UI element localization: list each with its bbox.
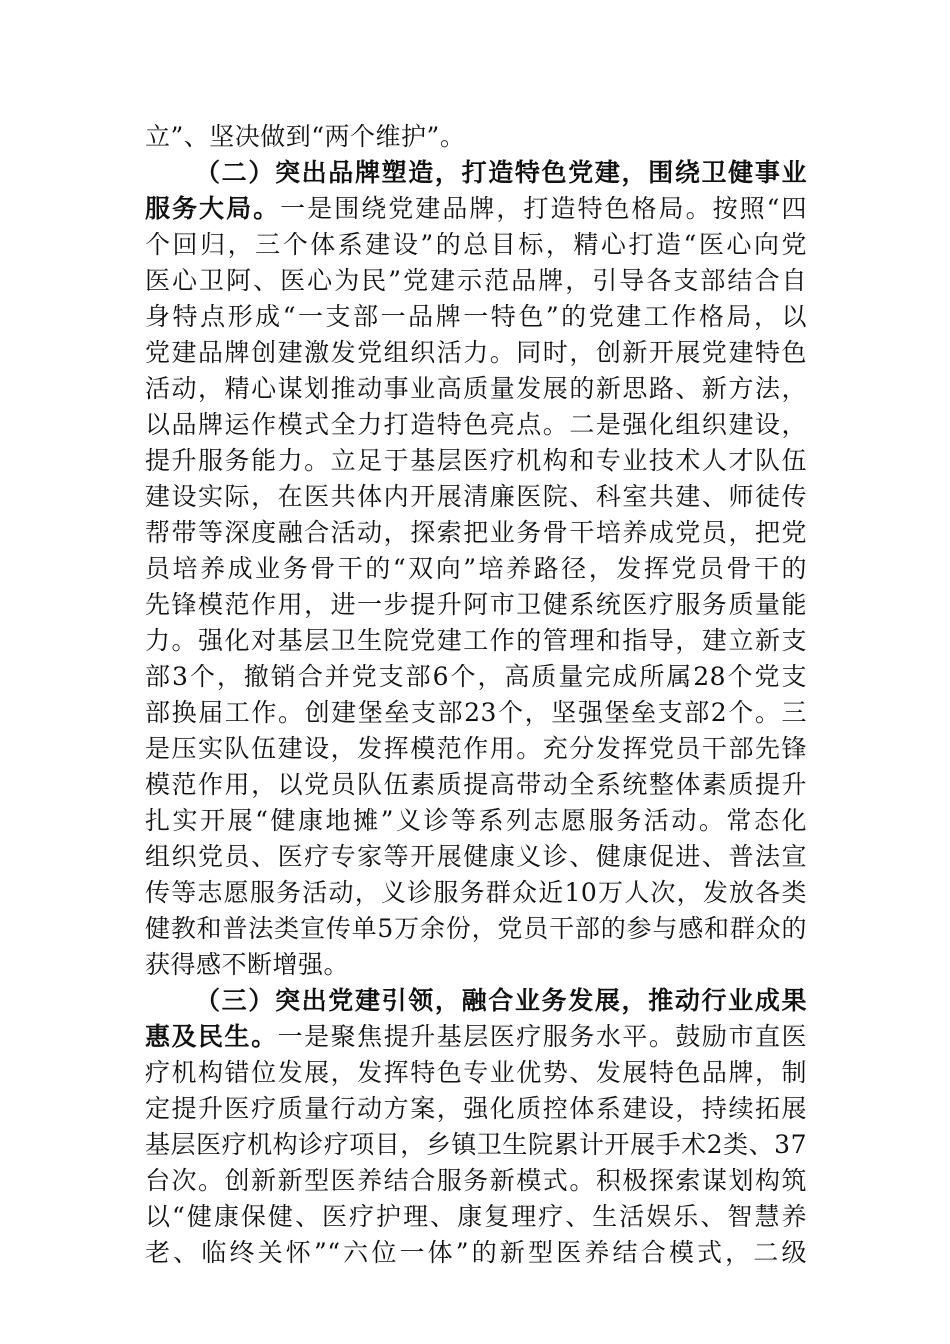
text-line-5: 医心卫阿、医心为民”党建示范品牌，引导各支部结合自 bbox=[145, 266, 807, 295]
text-line-28: 定提升医疗质量行动方案，强化质控体系建设，持续拓展 bbox=[145, 1094, 807, 1123]
text-line-32: 老、临终关怀”“六位一体”的新型医养结合模式，二级 bbox=[145, 1238, 807, 1267]
text-line-3 bbox=[145, 189, 807, 229]
text-line-11: 建设实际，在医共体内开展清廉医院、科室共建、师徒传 bbox=[145, 482, 807, 511]
section-heading-3: （三）突出党建引领，融合业务发展，推动行业成果 bbox=[195, 986, 807, 1015]
text-line-1: 立”、坚决做到“两个维护”。 bbox=[145, 122, 466, 151]
text-line-3-body: 一是围绕党建品牌，打造特色格局。按照“四 bbox=[280, 194, 807, 223]
text-line-12: 帮带等深度融合活动，探索把业务骨干培养成党员，把党 bbox=[145, 518, 807, 547]
text-line-18: 是压实队伍建设，发挥模范作用。充分发挥党员干部先锋 bbox=[145, 734, 807, 763]
text-line-23: 健教和普法类宣传单5万余份，党员干部的参与感和群众的 bbox=[145, 914, 807, 943]
text-line-20: 扎实开展“健康地摊”义诊等系列志愿服务活动。常态化 bbox=[145, 806, 807, 835]
text-line-8: 活动，精心谋划推动事业高质量发展的新思路、新方法， bbox=[145, 374, 807, 403]
text-line-4: 个回归，三个体系建设”的总目标，精心打造“医心向党 bbox=[145, 230, 807, 259]
text-line-6: 身特点形成“一支部一品牌一特色”的党建工作格局，以 bbox=[145, 302, 807, 331]
text-line-29: 基层医疗机构诊疗项目，乡镇卫生院累计开展手术2类、37 bbox=[145, 1130, 807, 1159]
section-heading-2-end: 服务大局。 bbox=[145, 194, 281, 223]
text-line-27: 疗机构错位发展，发挥特色专业优势、发展特色品牌，制 bbox=[145, 1058, 807, 1087]
text-line-15: 力。强化对基层卫生院党建工作的管理和指导，建立新支 bbox=[145, 626, 807, 655]
text-line-16: 部3个，撤销合并党支部6个，高质量完成所属28个党支 bbox=[145, 662, 807, 691]
text-line-19: 模范作用，以党员队伍素质提高带动全系统整体素质提升 bbox=[145, 770, 807, 799]
text-line-14: 先锋模范作用，进一步提升阿市卫健系统医疗服务质量能 bbox=[145, 590, 807, 619]
text-line-22: 传等志愿服务活动，义诊服务群众近10万人次，发放各类 bbox=[145, 878, 807, 907]
section-heading-3-end: 惠及民生。 bbox=[145, 1022, 278, 1051]
text-line-13: 员培养成业务骨干的“双向”培养路径，发挥党员骨干的 bbox=[145, 554, 807, 583]
text-line-24: 获得感不断增强。 bbox=[145, 950, 350, 979]
text-line-26 bbox=[145, 1017, 807, 1057]
text-line-30: 台次。创新新型医养结合服务新模式。积极探索谋划构筑 bbox=[145, 1166, 807, 1195]
text-line-21: 组织党员、医疗专家等开展健康义诊、健康促进、普法宣 bbox=[145, 842, 807, 871]
text-line-10: 提升服务能力。立足于基层医疗机构和专业技术人才队伍 bbox=[145, 446, 807, 475]
text-line-9: 以品牌运作模式全力打造特色亮点。二是强化组织建设， bbox=[145, 410, 807, 439]
text-line-17: 部换届工作。创建堡垒支部23个，坚强堡垒支部2个。三 bbox=[145, 698, 807, 727]
text-line-7: 党建品牌创建激发党组织活力。同时，创新开展党建特色 bbox=[145, 338, 807, 367]
text-line-26-body: 一是聚焦提升基层医疗服务水平。鼓励市直医 bbox=[277, 1022, 807, 1051]
text-line-31: 以“健康保健、医疗护理、康复理疗、生活娱乐、智慧养 bbox=[145, 1202, 807, 1231]
section-heading-2: （二）突出品牌塑造，打造特色党建，围绕卫健事业 bbox=[195, 158, 807, 187]
